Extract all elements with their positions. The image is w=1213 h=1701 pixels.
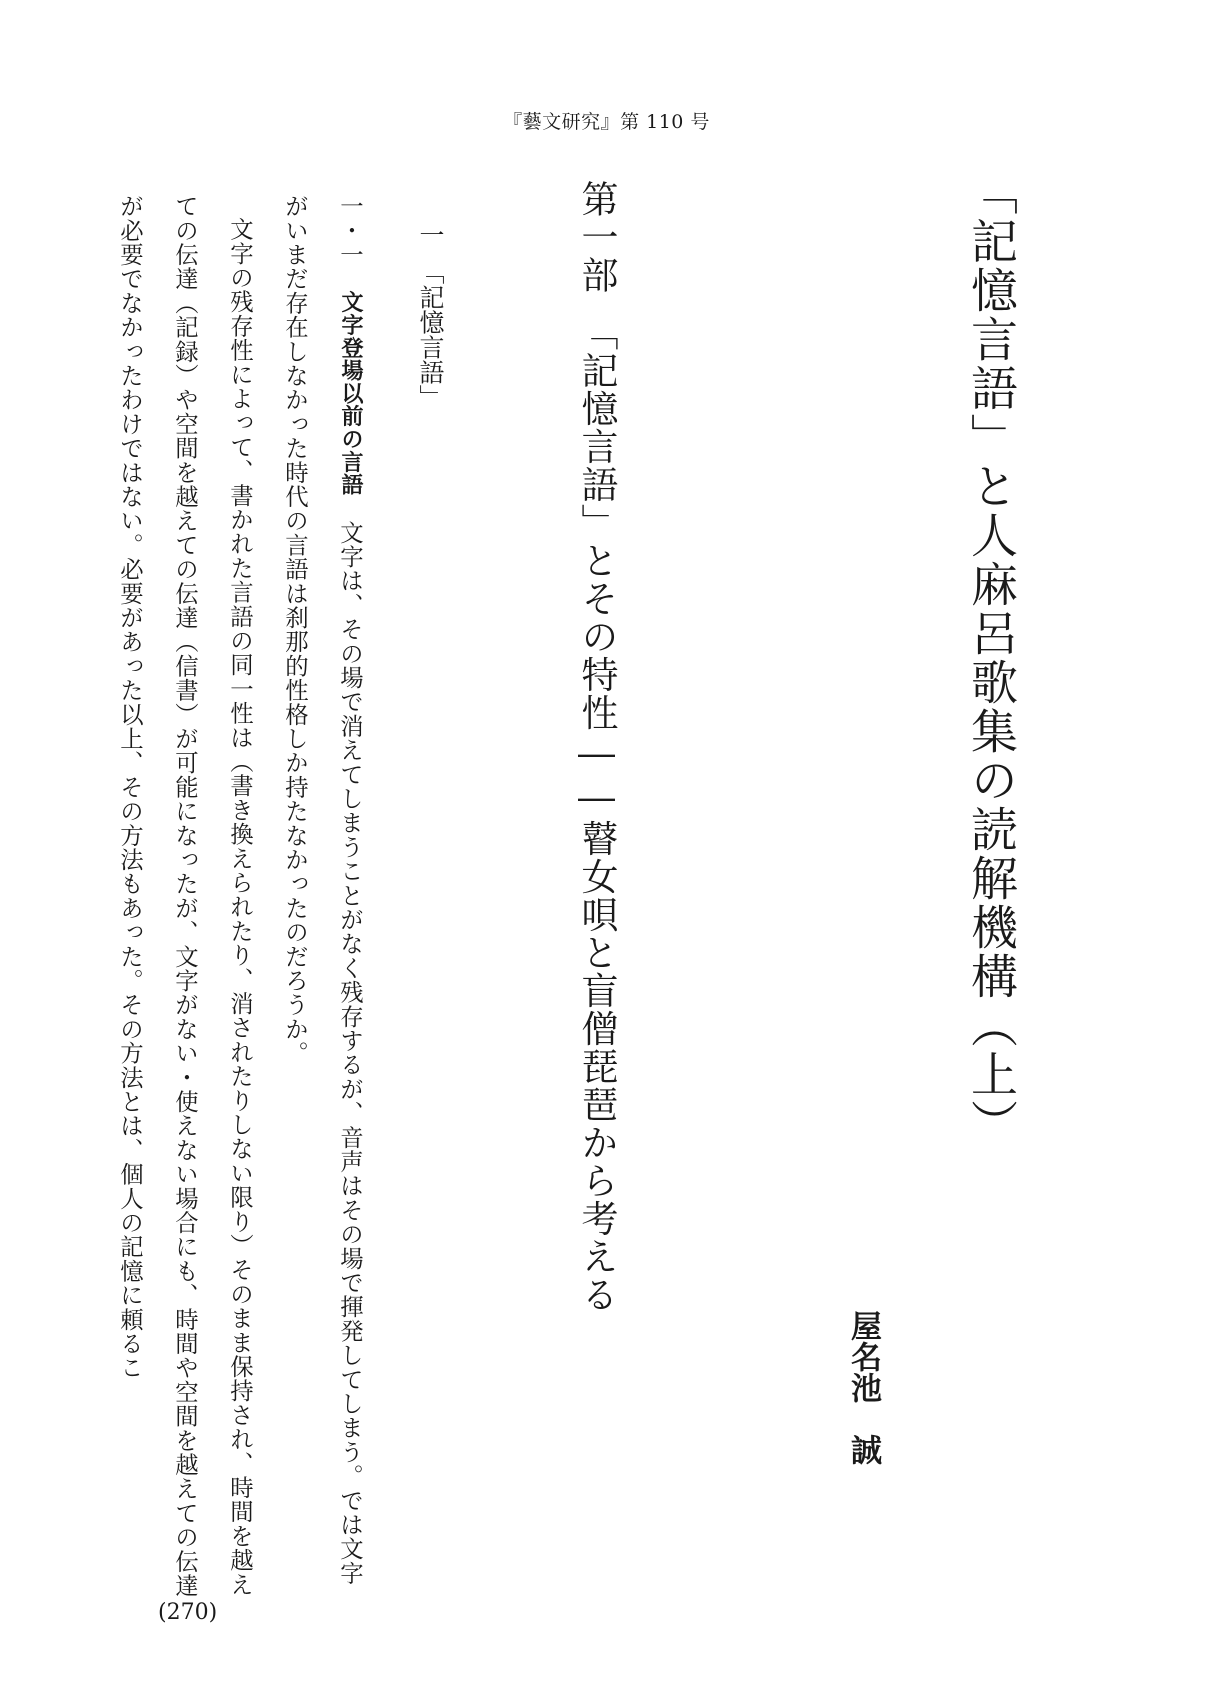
paragraph-1-text: 文字は、その場で消えてしまうことがなく残存するが、音声はその場で揮発してしまう。では文字がいまだ存在しなかった時代の言語は刹那的性格しか持たなかったのだろうか。 bbox=[281, 194, 364, 1586]
running-header: 『藝文研究』第 110 号 bbox=[503, 111, 710, 133]
page-number: (270) bbox=[158, 1600, 218, 1625]
author-name: 屋名池 誠 bbox=[845, 1310, 881, 1465]
part-title: 第一部 「記憶言語」とその特性――瞽女唄と盲僧琵琶から考える bbox=[575, 180, 618, 1314]
subsection-title: 文字登場以前の言語 bbox=[338, 290, 363, 497]
paragraph-2-text: 文字の残存性によって、書かれた言語の同一性は（書き換えられたり、消されたりしない限り）そのまま保持され、時間を越えての伝達（記録）や空間を越えての伝達（信書）が可能になったが、文字がない・使えない場合にも、時間や空間を越えての伝達が必要でなかったわけではない。必要があった以上、その方法もあった。その方法とは、個人の記憶に頼るこ bbox=[116, 194, 254, 1598]
paragraph-2 bbox=[102, 194, 267, 1604]
article-title: 「記憶言語」と人麻呂歌集の読解機構（上） bbox=[963, 168, 1018, 1148]
section-heading: 一 「記憶言語」 bbox=[416, 222, 445, 410]
paragraph-1 bbox=[267, 194, 378, 1604]
subsection-number: 一・一 bbox=[336, 194, 364, 291]
body-text bbox=[116, 194, 378, 1604]
